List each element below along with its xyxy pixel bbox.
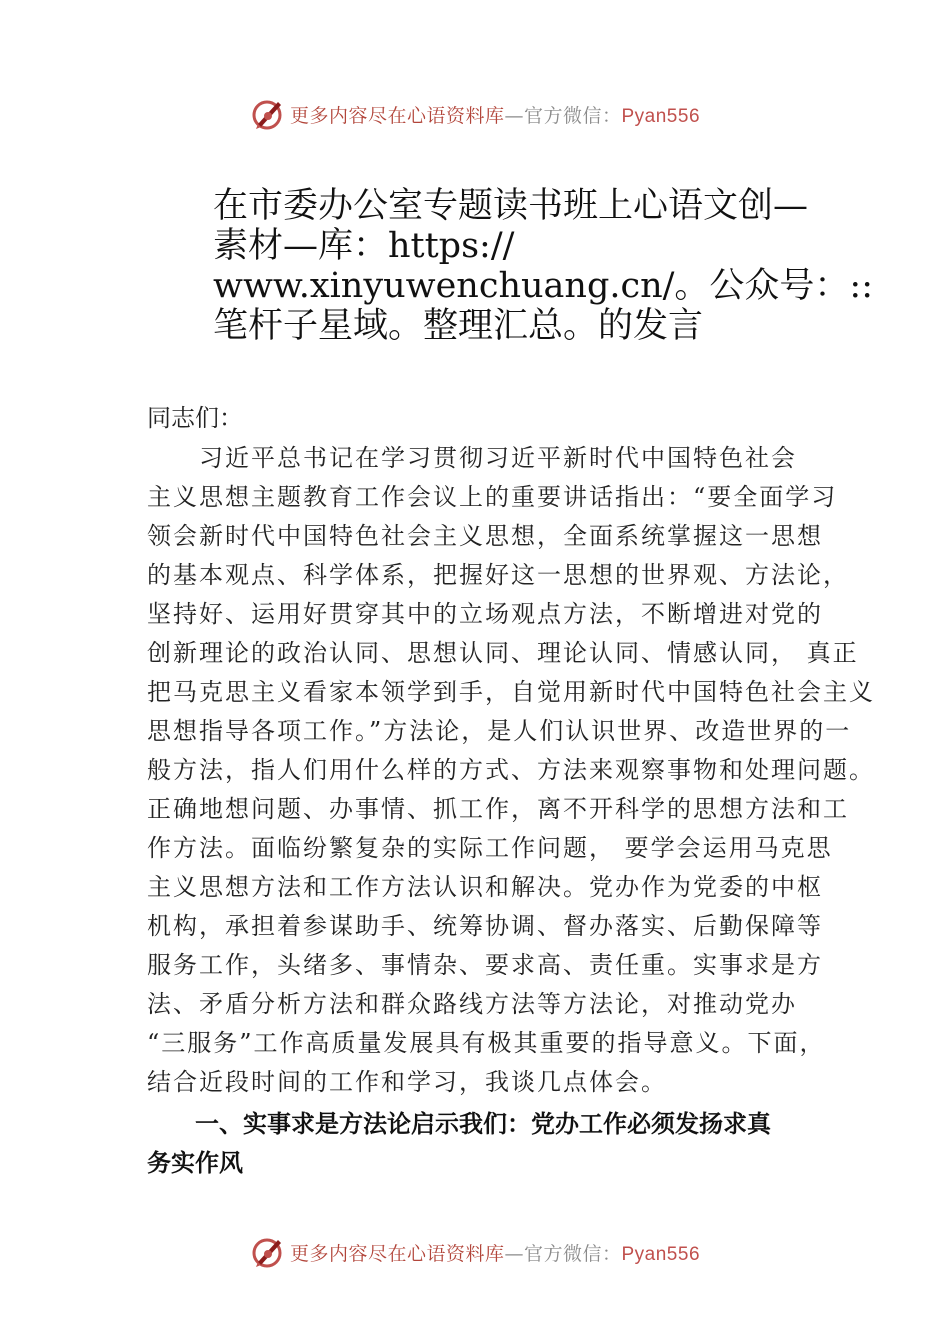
paragraph-line: 正确地想问题、办事情、抓工作，离不开科学的思想方法和工 — [147, 795, 849, 823]
banner-separator: — — [504, 104, 524, 127]
paragraph-line: 法、矛盾分析方法和群众路线方法等方法论，对推动党办 — [147, 990, 797, 1018]
title-line: 笔杆子星域。整理汇总。的发言 — [213, 306, 704, 346]
paragraph-line: 的基本观点、科学体系，把握好这一思想的世界观、方法论， — [147, 561, 849, 589]
paragraph-line: 主义思想主题教育工作会议上的重要讲话指出：“要全面学习 — [147, 483, 838, 511]
banner-wechat-id: Pyan556 — [621, 105, 701, 127]
paragraph-line: 领会新时代中国特色社会主义思想，全面系统掌握这一思想 — [147, 522, 823, 550]
pen-logo-icon — [250, 1234, 286, 1270]
paragraph-line: 思想指导各项工作。”方法论，是人们认识世界、改造世界的一 — [147, 717, 852, 745]
section-heading-line: 一、实事求是方法论启示我们：党办工作必须发扬求真 — [147, 1110, 771, 1138]
title-line: www.xinyuwenchuang.cn/。公众号：:: — [213, 266, 873, 306]
title-line: 素材—库：https:// — [213, 226, 515, 266]
banner-text — [290, 1239, 700, 1266]
paragraph-line: 创新理论的政治认同、思想认同、理论认同、情感认同， 真正 — [147, 639, 859, 667]
paragraph-line: “三服务”工作高质量发展具有极其重要的指导意义。下面， — [147, 1029, 826, 1057]
paragraph-line: 服务工作，头绪多、事情杂、要求高、责任重。实事求是方 — [147, 951, 823, 979]
banner-separator: — — [504, 1242, 524, 1265]
banner-main-text: 更多内容尽在心语资料库 — [289, 104, 505, 127]
paragraph-line: 般方法，指人们用什么样的方式、方法来观察事物和处理问题。 — [147, 756, 875, 784]
greeting: 同志们： — [147, 404, 243, 432]
paragraph-line: 作方法。面临纷繁复杂的实际工作问题， 要学会运用马克思 — [147, 834, 833, 862]
paragraph-line: 习近平总书记在学习贯彻习近平新时代中国特色社会 — [147, 444, 797, 472]
banner-label: 官方微信： — [523, 104, 622, 127]
footer-watermark-banner — [0, 1230, 950, 1274]
banner-text — [290, 101, 700, 128]
section-heading-line: 务实作风 — [147, 1149, 243, 1177]
document-title — [213, 186, 873, 346]
pen-logo-icon — [250, 96, 286, 132]
header-watermark-banner — [0, 92, 950, 136]
paragraph-line: 坚持好、运用好贯穿其中的立场观点方法，不断增进对党的 — [147, 600, 823, 628]
paragraph-line: 主义思想方法和工作方法认识和解决。党办作为党委的中枢 — [147, 873, 823, 901]
paragraph-line: 机构，承担着参谋助手、统筹协调、督办落实、后勤保障等 — [147, 912, 823, 940]
banner-main-text: 更多内容尽在心语资料库 — [289, 1242, 505, 1265]
paragraph-line: 把马克思主义看家本领学到手，自觉用新时代中国特色社会主义 — [147, 678, 875, 706]
banner-wechat-id: Pyan556 — [621, 1243, 701, 1265]
banner-label: 官方微信： — [523, 1242, 622, 1265]
paragraph-line: 结合近段时间的工作和学习，我谈几点体会。 — [147, 1068, 667, 1096]
title-line: 在市委办公室专题读书班上心语文创— — [213, 186, 809, 226]
